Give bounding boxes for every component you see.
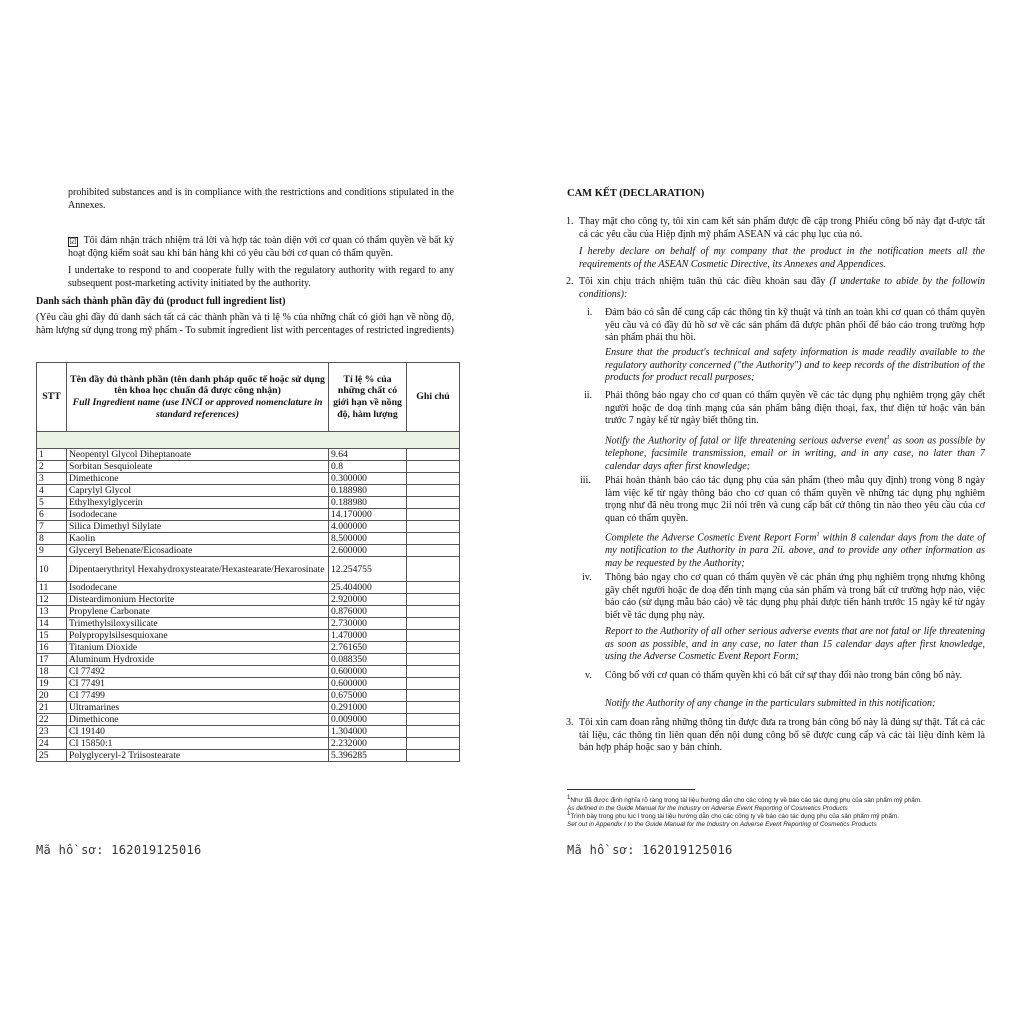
- sub-iv-vi: Thông báo ngay cho cơ quan có thẩm quyền về các phản ứng phụ nghiêm trọng nhưng không gây chết người hoặc đe doạ đến tính mạng của sản phẩm và trong bất cứ trường hợp nào, việc báo cáo (sử dụng mẫu báo cáo) về tác dụng phụ phải được tiến hành trước 15 ngày kể từ ngày biết về tác dụng phụ này.: [605, 572, 985, 621]
- ingredient-stt-cell: 22: [37, 714, 67, 726]
- table-row: [37, 594, 460, 606]
- ingredient-percent-cell: 0.8: [329, 461, 407, 473]
- ingredient-note-cell: [407, 690, 460, 702]
- ingredient-note-cell: [407, 497, 460, 509]
- ingredient-percent-cell: 2.761650: [329, 642, 407, 654]
- sub-iii-en-b: within 8 calendar days from the date of my notification to the Authority in para 2ii. above, and to provide any other information as may be requested by the Authority;: [605, 532, 985, 569]
- table-row: [37, 473, 460, 485]
- ingredient-percent-cell: 12.254755: [329, 557, 407, 582]
- ingredient-name-cell: Dimethicone: [67, 473, 329, 485]
- ingredient-list-note: (Yêu cầu ghi đầy đủ danh sách tất cả các thành phần và tỉ lệ % của những chất có giới hạn về nồng độ, hàm lượng sử dụng trong mỹ phẩm - To submit ingredient list with percentages of restricted ingredients): [36, 312, 454, 336]
- file-code-left: Mã hồ sơ: 162019125016: [36, 843, 202, 857]
- ingredient-name-cell: Sorbitan Sesquioleate: [67, 461, 329, 473]
- sub-ii-en: [605, 432, 985, 473]
- ingredient-name-cell: Disteardimonium Hectorite: [67, 594, 329, 606]
- ingredient-percent-cell: 8.500000: [329, 533, 407, 545]
- ingredient-stt-cell: 18: [37, 666, 67, 678]
- ingredient-name-cell: CI 15850:1: [67, 738, 329, 750]
- ingredient-note-cell: [407, 726, 460, 738]
- ingredient-stt-cell: 5: [37, 497, 67, 509]
- item3-vi: Tôi xin cam đoan rằng những thông tin được đưa ra trong bản công bố này là đúng sự thật. Tất cả các tài liệu, các thông tin liên quan đến nội dung công bố sẽ được cung cấp và các tài liệu đính kèm là bản hợp pháp hoặc sao y bản chính.: [579, 717, 985, 754]
- ingredient-stt-cell: 19: [37, 678, 67, 690]
- footnote-1-en: As defined in the Guide Manual for the Industry on Adverse Event Reporting of Cosmetics Products: [567, 804, 848, 812]
- ingredient-stt-cell: 13: [37, 606, 67, 618]
- ingredient-note-cell: [407, 666, 460, 678]
- ingredient-name-cell: Polypropylsilsesquioxane: [67, 630, 329, 642]
- ingredient-name-cell: Kaolin: [67, 533, 329, 545]
- ingredient-name-cell: Isododecane: [67, 582, 329, 594]
- table-row: [37, 678, 460, 690]
- commitment-vi-text: Tôi đảm nhận trách nhiệm trả lời và hợp tác toàn diện với cơ quan có thẩm quyền về bất kỳ hoạt động kiểm soát sau khi bán hàng khi có yêu cầu bởi cơ quan có thẩm quyền.: [68, 235, 454, 259]
- ingredient-name-cell: Aluminum Hydroxide: [67, 654, 329, 666]
- ingredient-stt-cell: 4: [37, 485, 67, 497]
- ingredient-stt-cell: 15: [37, 630, 67, 642]
- table-row: [37, 606, 460, 618]
- ingredient-name-cell: Caprylyl Glycol: [67, 485, 329, 497]
- ingredient-percent-cell: 0.291000: [329, 702, 407, 714]
- ingredient-stt-cell: 2: [37, 461, 67, 473]
- ingredient-name-cell: CI 19140: [67, 726, 329, 738]
- ingredient-name-cell: Silica Dimethyl Silylate: [67, 521, 329, 533]
- footnote-2-vi: Trình bày trong phụ lục I trong tài liệu hướng dẫn cho các công ty về báo cáo tác dụng phụ của sản phẩm mỹ phẩm.: [570, 813, 900, 821]
- ingredient-note-cell: [407, 594, 460, 606]
- footnote-1: [567, 795, 987, 812]
- ingredient-percent-cell: 0.600000: [329, 666, 407, 678]
- ingredient-name-cell: Isododecane: [67, 509, 329, 521]
- ingredient-note-cell: [407, 642, 460, 654]
- ingredient-note-cell: [407, 521, 460, 533]
- table-row: [37, 714, 460, 726]
- commitment-vi-paragraph: [68, 235, 454, 260]
- item1-en: I hereby declare on behalf of my company that the product in the notification meets all the requirements of the ASEAN Cosmetic Directive, its Annexes and Appendices.: [579, 246, 985, 270]
- ingredient-name-cell: Titanium Dioxide: [67, 642, 329, 654]
- ingredient-note-cell: [407, 630, 460, 642]
- ingredient-stt-cell: 17: [37, 654, 67, 666]
- ingredient-percent-cell: 14.170000: [329, 509, 407, 521]
- table-row: [37, 545, 460, 557]
- ingredient-percent-cell: 1.470000: [329, 630, 407, 642]
- ingredient-note-cell: [407, 533, 460, 545]
- sub-v-vi: Công bố với cơ quan có thẩm quyền khi có bất cứ sự thay đổi nào trong bản công bố này.: [605, 670, 963, 681]
- ingredient-percent-cell: 1.304000: [329, 726, 407, 738]
- ingredient-note-cell: [407, 485, 460, 497]
- item2-number: 2.: [566, 276, 574, 287]
- ingredient-note-cell: [407, 702, 460, 714]
- footnote-2-en: Set out in Appendix I to the Guide Manual for the Industry on Adverse Event Reporting of Cosmetics Products: [567, 820, 877, 828]
- ingredient-name-cell: Polyglyceryl-2 Triisostearate: [67, 750, 329, 762]
- ingredient-table: [36, 362, 460, 762]
- item2-text: [579, 276, 985, 301]
- ingredient-percent-cell: 0.600000: [329, 678, 407, 690]
- ingredient-stt-cell: 9: [37, 545, 67, 557]
- sub-iii-en: [605, 529, 985, 570]
- ingredient-note-cell: [407, 750, 460, 762]
- ingredient-stt-cell: 8: [37, 533, 67, 545]
- ingredient-stt-cell: 20: [37, 690, 67, 702]
- ingredient-note-cell: [407, 582, 460, 594]
- ingredient-name-cell: CI 77499: [67, 690, 329, 702]
- file-code-right: Mã hồ sơ: 162019125016: [567, 843, 733, 857]
- sub-v-number: v.: [585, 670, 592, 681]
- table-row: [37, 521, 460, 533]
- ingredient-name-cell: Ethylhexylglycerin: [67, 497, 329, 509]
- table-row: [37, 726, 460, 738]
- ingredient-percent-cell: 0.188980: [329, 485, 407, 497]
- footnote-ref: 1: [816, 532, 820, 538]
- sub-iii-vi: Phải hoàn thành báo cáo tác dụng phụ của sản phẩm (theo mẫu quy định) trong vòng 8 ngày làm việc kể từ ngày thông báo cho cơ quan có thẩm quyền về những tác dụng phụ nghiêm trọng như đã nêu trong mục 2ii nói trên và cung cấp bất cứ thông tin nào theo yêu cầu của cơ quan có thẩm quyền.: [605, 475, 985, 524]
- table-row: [37, 497, 460, 509]
- footnote-2-marker: 1: [567, 811, 571, 817]
- ingredient-percent-cell: 25.404000: [329, 582, 407, 594]
- ingredient-name-cell: Dipentaerythrityl Hexahydroxystearate/Hexastearate/Hexarosinate: [67, 557, 329, 582]
- table-row: [37, 642, 460, 654]
- ingredient-percent-cell: 2.232000: [329, 738, 407, 750]
- sub-iv-number: iv.: [582, 572, 592, 583]
- item2-vi: Tôi xin chịu trách nhiệm tuân thủ các điều khoản sau đây: [579, 276, 826, 287]
- ingredient-percent-cell: 4.000000: [329, 521, 407, 533]
- sub-ii-vi: Phải thông báo ngay cho cơ quan có thẩm quyền về các tác dụng phụ nghiêm trọng gây chết người hoặc đe doạ tính mạng của sản phẩm bằng điện thoại, fax, thư điện tử hoặc văn bản trước 7 ngày kể từ ngày biết thông tin.: [605, 390, 985, 427]
- table-row: [37, 666, 460, 678]
- ingredient-name-cell: Trimethylsiloxysilicate: [67, 618, 329, 630]
- sub-i-en: Ensure that the product's technical and safety information is made readily available to the regulatory authority concerned ("the Authority") and to keep records of the distribution of the products for product recall purposes;: [605, 347, 985, 384]
- ingredient-note-cell: [407, 606, 460, 618]
- ingredient-note-cell: [407, 714, 460, 726]
- ingredient-name-cell: Neopentyl Glycol Diheptanoate: [67, 449, 329, 461]
- ingredient-stt-cell: 23: [37, 726, 67, 738]
- ingredient-name-cell: Ultramarines: [67, 702, 329, 714]
- ingredient-stt-cell: 16: [37, 642, 67, 654]
- item2-en: (I undertake to abide by the followin conditions):: [579, 276, 985, 300]
- item1-number: 1.: [566, 216, 574, 227]
- ingredient-percent-cell: 2.920000: [329, 594, 407, 606]
- ingredient-note-cell: [407, 738, 460, 750]
- header-name: [67, 363, 329, 432]
- table-row: [37, 690, 460, 702]
- header-percent: Tỉ lệ % của những chất có giới hạn về nồng độ, hàm lượng: [329, 363, 407, 432]
- table-row: [37, 750, 460, 762]
- ingredient-stt-cell: 21: [37, 702, 67, 714]
- sub-i-vi: Đảm bảo có sẵn để cung cấp các thông tin kỹ thuật và tính an toàn khi cơ quan có thẩm quyền yêu cầu và có đầy đủ hồ sơ về các sản phẩm đã được phân phối để báo cáo trong trường hợp sản phẩm phải thu hồi.: [605, 307, 985, 344]
- footnote-1-vi: Như đã được định nghĩa rõ ràng trong tài liệu hướng dẫn cho các công ty về báo cáo tác dụng phụ của sản phẩm mỹ phẩm.: [570, 797, 922, 805]
- ingredient-name-cell: CI 77492: [67, 666, 329, 678]
- footnote-2: [567, 811, 987, 828]
- ingredient-note-cell: [407, 654, 460, 666]
- ingredient-percent-cell: 0.876000: [329, 606, 407, 618]
- ingredient-percent-cell: 0.088350: [329, 654, 407, 666]
- ingredient-note-cell: [407, 509, 460, 521]
- table-row: [37, 557, 460, 582]
- footnote-ref: 1: [886, 435, 890, 441]
- ingredient-note-cell: [407, 545, 460, 557]
- ingredient-percent-cell: 0.188980: [329, 497, 407, 509]
- sub-ii-en-a: Notify the Authority of fatal or life threatening serious adverse event: [605, 435, 887, 447]
- footnote-separator: [567, 789, 695, 790]
- ingredient-stt-cell: 25: [37, 750, 67, 762]
- ingredient-stt-cell: 10: [37, 557, 67, 582]
- ingredient-percent-cell: 0.675000: [329, 690, 407, 702]
- ingredient-stt-cell: 11: [37, 582, 67, 594]
- table-row: [37, 702, 460, 714]
- declaration-heading: CAM KẾT (DECLARATION): [567, 188, 705, 199]
- ingredient-note-cell: [407, 461, 460, 473]
- ingredient-name-cell: Propylene Carbonate: [67, 606, 329, 618]
- sub-v-en: Notify the Authority of any change in the particulars submitted in this notification;: [605, 698, 936, 709]
- ingredient-percent-cell: 0.009000: [329, 714, 407, 726]
- table-row: [37, 485, 460, 497]
- checked-checkbox-icon: ☑: [69, 237, 77, 246]
- header-name-en: Full Ingredient name (use INCI or approved nomenclature in standard references): [72, 397, 323, 420]
- right-page: [512, 0, 1024, 1024]
- header-name-vi: Tên đầy đủ thành phần (tên danh pháp quốc tế hoặc sử dụng tên khoa học chuẩn đã được công nhận): [70, 373, 325, 397]
- ingredient-note-cell: [407, 473, 460, 485]
- sub-ii-number: ii.: [584, 390, 593, 401]
- ingredient-percent-cell: 0.300000: [329, 473, 407, 485]
- sub-iii-en-a: Complete the Adverse Cosmetic Event Report Form: [605, 532, 817, 544]
- table-row: [37, 738, 460, 750]
- item1-vi: Thay mặt cho công ty, tôi xin cam kết sản phẩm được đề cập trong Phiếu công bố này đạt đ-ược tất cả các yêu cầu của Hiệp định mỹ phẩm ASEAN và các phụ lục của nó.: [579, 216, 985, 240]
- table-row: [37, 509, 460, 521]
- ingredient-name-cell: CI 77491: [67, 678, 329, 690]
- header-stt: STT: [37, 363, 67, 432]
- ingredient-stt-cell: 12: [37, 594, 67, 606]
- table-row: [37, 654, 460, 666]
- sub-i-number: i.: [587, 307, 593, 318]
- prohibited-paragraph: prohibited substances and is in compliance with the restrictions and conditions stipulated in the Annexes.: [68, 187, 454, 211]
- ingredient-stt-cell: 1: [37, 449, 67, 461]
- sub-iv-en: Report to the Authority of all other serious adverse events that are not fatal or life threatening as soon as possible, and in any case, no later than 15 calendar days after first knowledge, using the Adverse Cosmetic Event Report Form;: [605, 626, 985, 663]
- ingredient-stt-cell: 6: [37, 509, 67, 521]
- ingredient-percent-cell: 2.730000: [329, 618, 407, 630]
- commitment-en-paragraph: I undertake to respond to and cooperate fully with the regulatory authority with regard to any subsequent post-marketing activity initiated by the authority.: [68, 265, 454, 289]
- ingredient-stt-cell: 7: [37, 521, 67, 533]
- ingredient-list-heading: Danh sách thành phần đầy đủ (product full ingredient list): [36, 296, 286, 307]
- ingredient-note-cell: [407, 678, 460, 690]
- ingredient-name-cell: Dimethicone: [67, 714, 329, 726]
- table-row: [37, 630, 460, 642]
- sub-iii-number: iii.: [580, 475, 591, 486]
- item3-number: 3.: [566, 717, 574, 728]
- table-row: [37, 533, 460, 545]
- table-row: [37, 449, 460, 461]
- header-note: Ghi chú: [407, 363, 460, 432]
- table-row: [37, 582, 460, 594]
- ingredient-stt-cell: 14: [37, 618, 67, 630]
- ingredient-percent-cell: 9.64: [329, 449, 407, 461]
- ingredient-note-cell: [407, 449, 460, 461]
- footnote-1-marker: 1: [567, 795, 571, 801]
- table-row: [37, 618, 460, 630]
- ingredient-name-cell: Glyceryl Behenate/Eicosadioate: [67, 545, 329, 557]
- table-row: [37, 461, 460, 473]
- ingredient-percent-cell: 5.396285: [329, 750, 407, 762]
- sub-ii-en-b: as soon as possible by telephone, facsimile transmission, email or in writing, and in any case, no later than 7 calendar days after first knowledge;: [605, 435, 985, 472]
- ingredient-note-cell: [407, 557, 460, 582]
- ingredient-stt-cell: 24: [37, 738, 67, 750]
- ingredient-stt-cell: 3: [37, 473, 67, 485]
- ingredient-percent-cell: 2.600000: [329, 545, 407, 557]
- table-spacer-row: [37, 432, 460, 449]
- ingredient-table-header: [37, 363, 460, 432]
- ingredient-note-cell: [407, 618, 460, 630]
